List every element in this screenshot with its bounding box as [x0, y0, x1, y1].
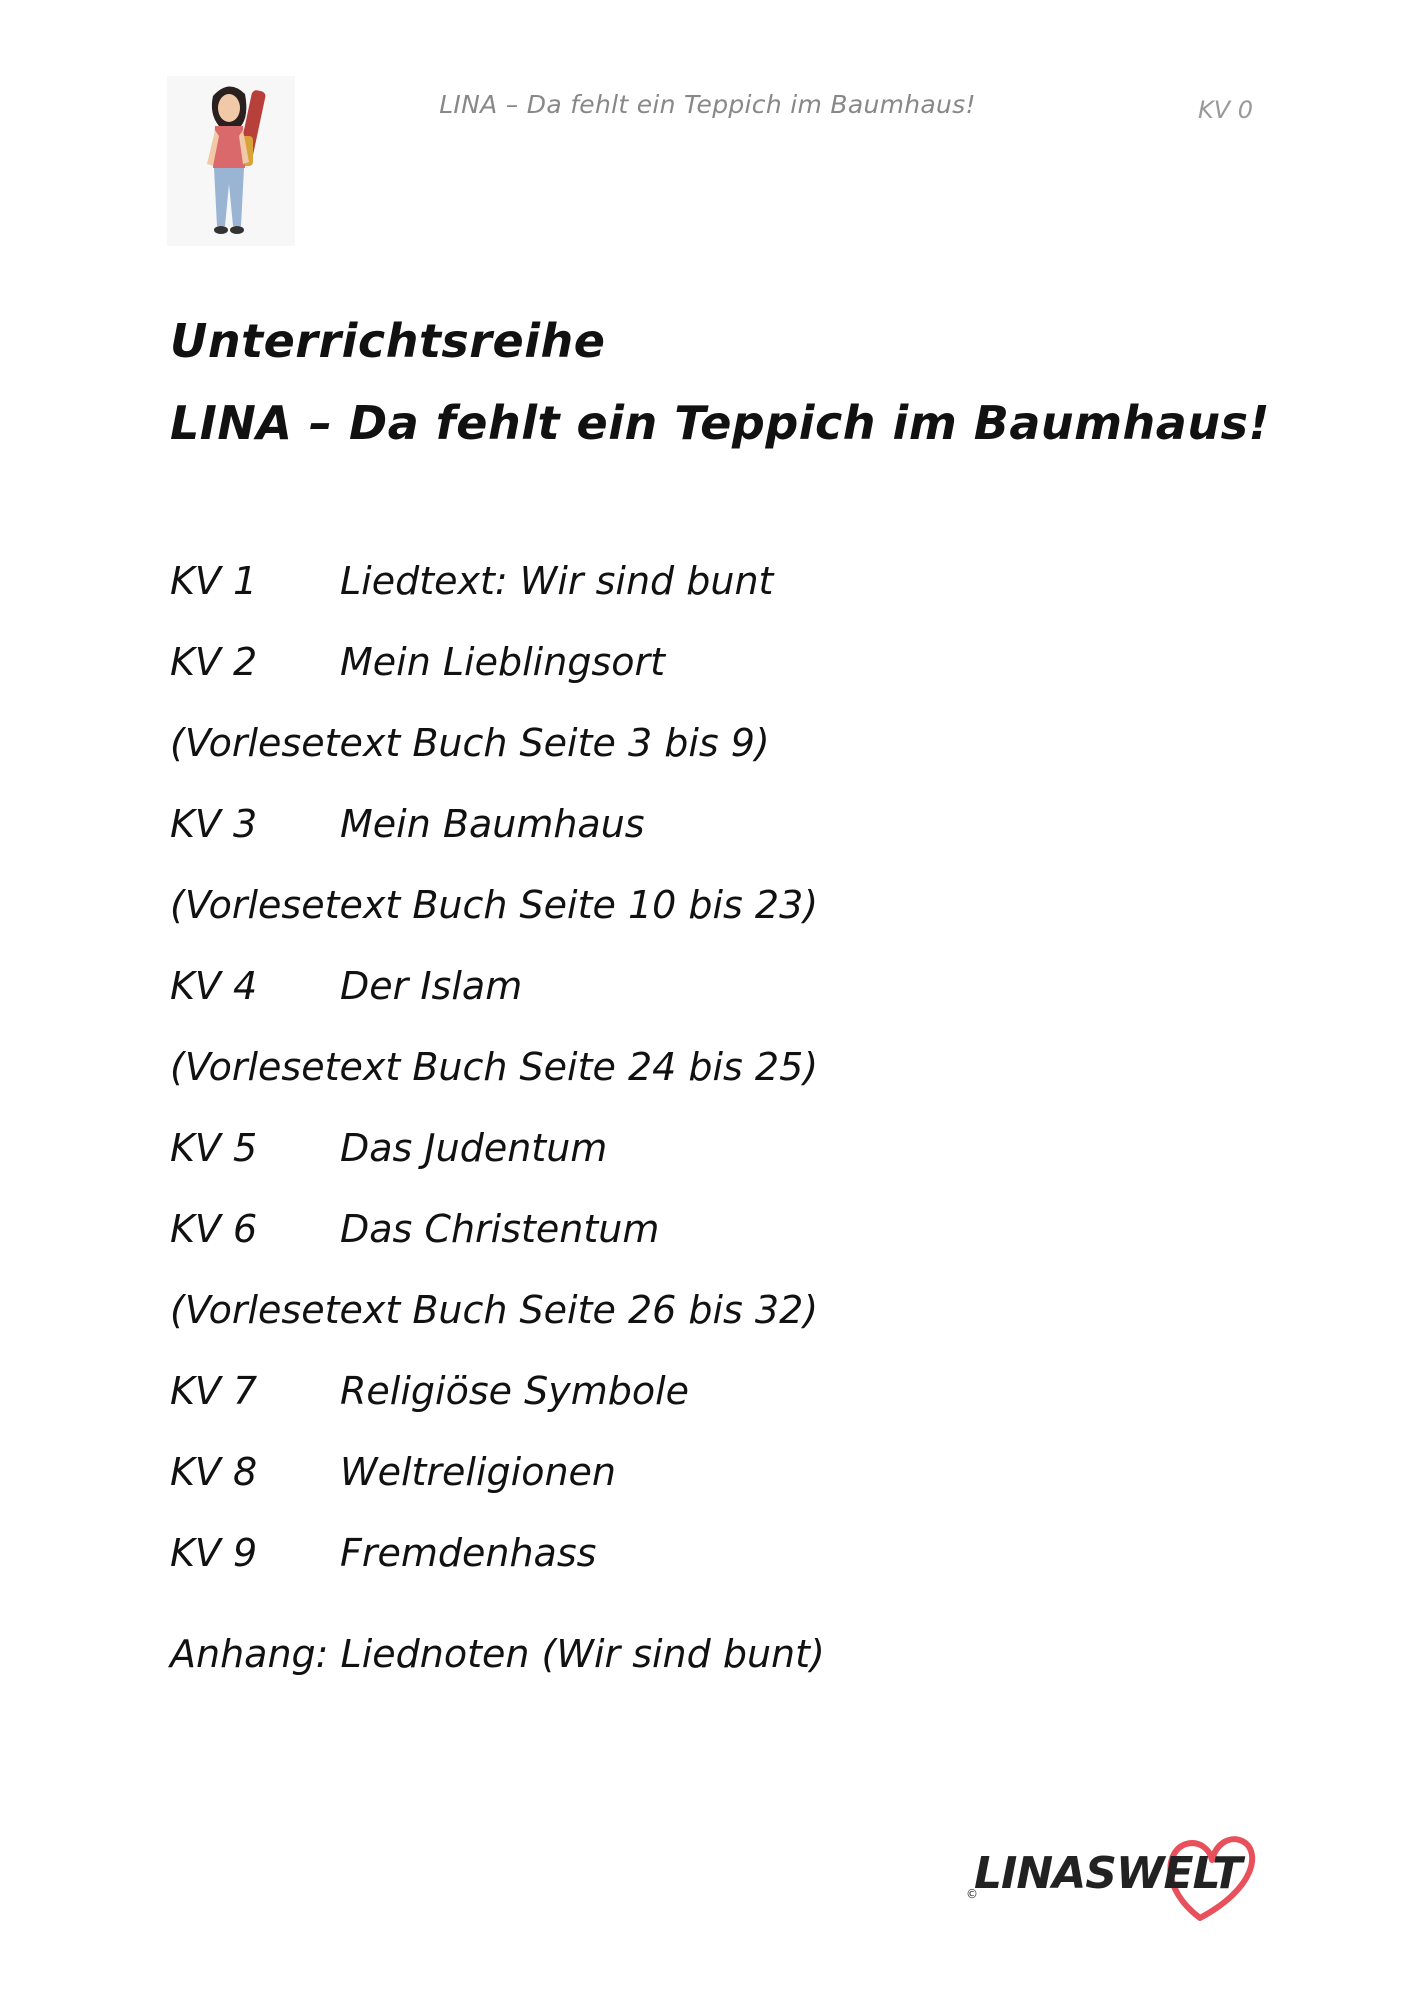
note-label: (Vorlesetext Buch Seite 24 bis 25): [170, 1045, 819, 1089]
title-line-1: Unterrichtsreihe: [170, 314, 606, 368]
linaswelt-logo: [960, 1800, 1270, 1930]
kv-code: KV 5: [170, 1126, 258, 1170]
kv-code: KV 9: [170, 1531, 258, 1575]
kv-label: Fremdenhass: [340, 1531, 597, 1575]
contents-list: [170, 548, 818, 1601]
list-item: [170, 1358, 818, 1439]
list-item: [170, 1115, 818, 1196]
list-item: [170, 1520, 818, 1601]
appendix-line: Anhang: Liednoten (Wir sind bunt): [170, 1632, 825, 1676]
kv-label: Mein Baumhaus: [340, 802, 645, 846]
heart-icon: [960, 1800, 1270, 1930]
kv-code: KV 8: [170, 1450, 258, 1494]
header-title-text: LINA – Da fehlt ein Teppich im Baumhaus!: [439, 90, 976, 119]
list-item: [170, 629, 818, 710]
list-item: [170, 548, 818, 629]
note-label: (Vorlesetext Buch Seite 26 bis 32): [170, 1288, 819, 1332]
list-item: [170, 1439, 818, 1520]
kv-code: KV 6: [170, 1207, 258, 1251]
svg-text:LINASWELT: LINASWELT: [974, 1848, 1242, 1899]
kv-code: KV 4: [170, 964, 258, 1008]
kv-code: KV 7: [170, 1369, 258, 1413]
kv-label: Der Islam: [340, 964, 523, 1008]
kv-label: Mein Lieblingsort: [340, 640, 666, 684]
list-item: [170, 791, 818, 872]
kv-label: Religiöse Symbole: [340, 1369, 690, 1413]
kv-label: Weltreligionen: [340, 1450, 617, 1494]
kv-label: Das Judentum: [340, 1126, 608, 1170]
title-line-2: LINA – Da fehlt ein Teppich im Baumhaus!: [170, 396, 1270, 450]
document-title: [170, 300, 1270, 464]
kv-code: KV 2: [170, 640, 258, 684]
worksheet-number: KV 0: [1198, 96, 1254, 124]
reading-note: [170, 1277, 818, 1358]
kv-label: Das Christentum: [340, 1207, 660, 1251]
list-item: [170, 1196, 818, 1277]
kv-label: Liedtext: Wir sind bunt: [340, 559, 774, 603]
reading-note: [170, 1034, 818, 1115]
kv-code: KV 3: [170, 802, 258, 846]
note-label: (Vorlesetext Buch Seite 3 bis 9): [170, 721, 770, 765]
reading-note: [170, 872, 818, 953]
reading-note: [170, 710, 818, 791]
svg-text:©: ©: [966, 1887, 978, 1901]
list-item: [170, 953, 818, 1034]
note-label: (Vorlesetext Buch Seite 10 bis 23): [170, 883, 819, 927]
kv-code: KV 1: [170, 559, 258, 603]
